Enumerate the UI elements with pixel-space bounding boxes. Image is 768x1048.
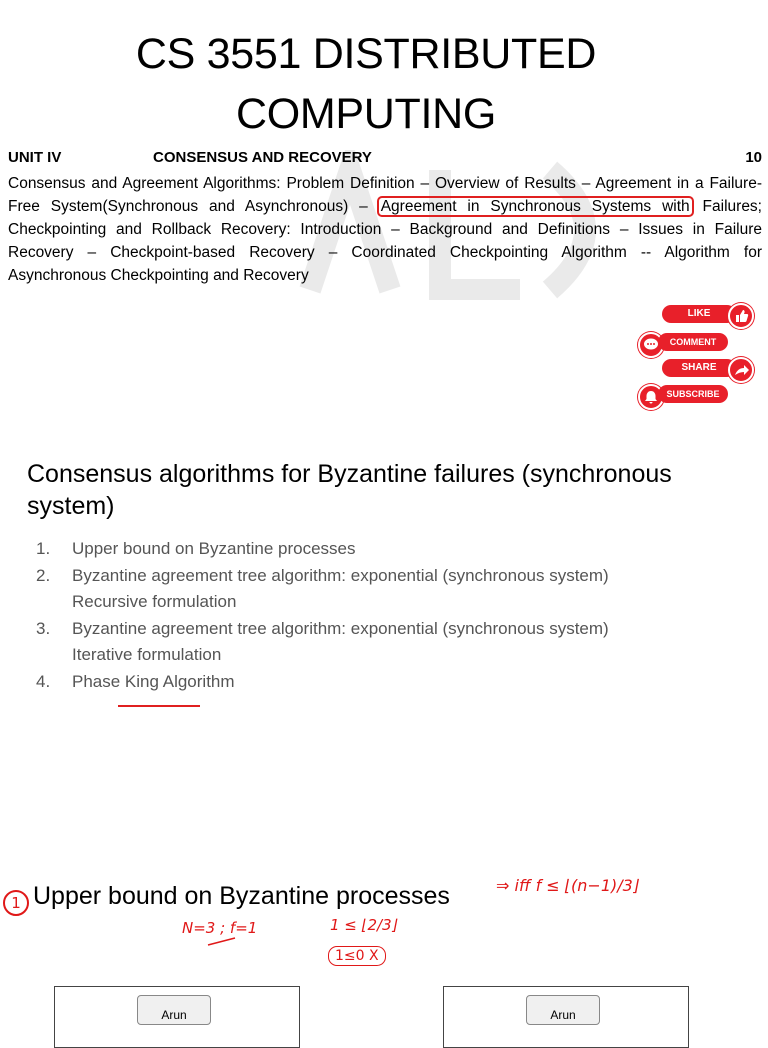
unit-title: CONSENSUS AND RECOVERY [153,149,372,166]
subscribe-label: SUBSCRIBE [658,385,728,403]
node-box-left [54,986,300,1048]
thumbs-up-icon [728,303,754,329]
syllabus-part1: Consensus and Agreement Algorithms: Problem Definition – Overview of Results – Agreement in a Failure-Free System(Synchronous and Asynchronous) – [8,175,762,215]
list-item-number: 2. [36,565,51,585]
course-title-line1: CS 3551 DISTRIBUTED [135,30,597,78]
node-arun-right[interactable]: Arun [526,995,600,1025]
circled-number-annotation: 1 [3,890,29,916]
slide2-title: Consensus algorithms for Byzantine failures (synchronous system) [27,460,672,520]
list-item [36,563,736,616]
list-item [36,616,736,669]
course-title [0,24,732,144]
list-item-number: 3. [36,618,51,638]
syllabus-text [8,172,762,287]
syllabus-part2: Failures; Checkpointing and Rollback Recovery: Introduction – Background and Definitions – Issues in Failure Recovery – Checkpoint-based Recovery – Coordinated Checkpointing Algorithm -- Algorithm for Asynchronous Checkpointing and Recovery [8,198,762,284]
red-underline-annotation [118,705,200,707]
node-arun-left[interactable]: Arun [137,995,211,1025]
slide3-title: Upper bound on Byzantine processes [33,882,450,910]
node-box-right [443,986,689,1048]
unit-hours: 10 [745,149,762,166]
share-label: SHARE [662,359,736,377]
like-label: LIKE [662,305,736,323]
boxed-result-annotation: 1≤0 X [328,946,386,966]
course-title-line2: COMPUTING [235,90,497,138]
list-item-text: Upper bound on Byzantine processes [72,539,356,558]
subscribe-button[interactable] [632,385,758,409]
list-item-text: Byzantine agreement tree algorithm: exponential (synchronous system) [72,618,609,638]
strike-mark [205,935,245,949]
list-item-number: 1. [36,539,51,558]
like-button[interactable] [632,305,758,329]
bound-annotation: ⇒ iff f ≤ ⌊(n−1)/3⌋ [496,876,640,895]
calc-annotation: 1 ≤ ⌊2/3⌋ [330,916,398,934]
n-f-annotation: N=3 ; f=1 [182,919,258,937]
list-item-text: Recursive formulation [72,592,237,611]
algorithm-list [36,536,736,695]
list-item [36,669,736,696]
list-item [36,536,736,563]
list-item-text: Byzantine agreement tree algorithm: exponential (synchronous system) [72,565,609,585]
share-button[interactable] [632,359,758,383]
unit-label: UNIT IV [8,149,62,166]
list-item-text: Phase King Algorithm [72,671,235,691]
comment-button[interactable] [632,333,758,357]
comment-label: COMMENT [658,333,728,351]
share-arrow-icon [728,357,754,383]
syllabus-highlight: Agreement in Synchronous Systems with [380,198,690,215]
list-item-text: Iterative formulation [72,645,222,664]
unit-header [8,149,762,169]
list-item-number: 4. [36,671,51,691]
